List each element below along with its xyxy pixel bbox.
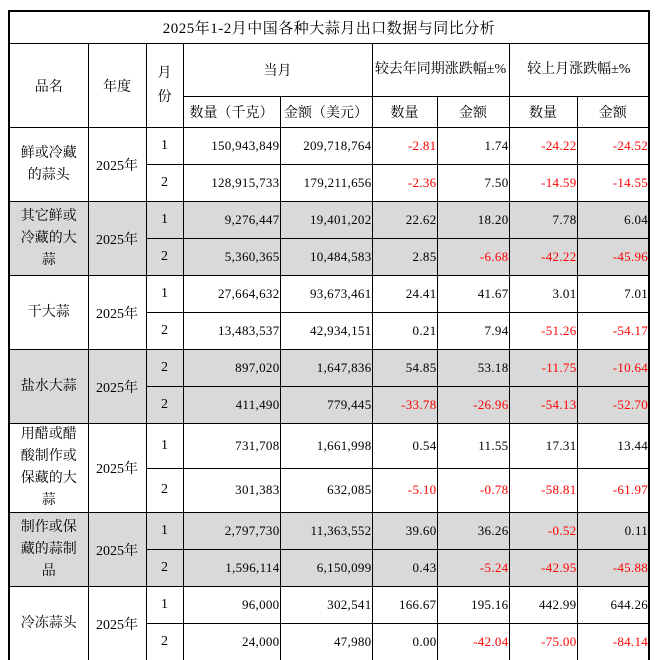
yoy-amt-cell: -0.78	[437, 468, 509, 513]
qty-kg-cell: 411,490	[183, 387, 280, 424]
col-header-mom-amt: 金额	[577, 97, 649, 128]
product-name: 盐水大蒜	[20, 378, 77, 394]
amt-usd-cell: 42,934,151	[280, 313, 372, 350]
yoy-amt-cell: 195.16	[437, 587, 509, 624]
product-name: 其它鲜或冷藏的大蒜	[20, 208, 77, 268]
yoy-amt-cell: 1.74	[437, 128, 509, 165]
year-cell: 2025年	[88, 350, 146, 424]
header-row-1	[9, 44, 649, 97]
amt-usd-cell: 302,541	[280, 587, 372, 624]
qty-kg-cell: 24,000	[183, 624, 280, 660]
table-row	[9, 202, 649, 239]
col-header-month-label: 月份	[157, 65, 172, 105]
month-cell: 2	[146, 239, 183, 276]
col-header-mom: 较上月涨跌幅±%	[509, 44, 649, 97]
yoy-qty-cell: 24.41	[372, 276, 437, 313]
month-cell: 2	[146, 550, 183, 587]
month-cell: 2	[146, 350, 183, 387]
yoy-amt-cell: 11.55	[437, 424, 509, 469]
mom-qty-cell: -24.22	[509, 128, 577, 165]
product-name-cell	[9, 128, 88, 202]
mom-amt-cell: -45.88	[577, 550, 649, 587]
yoy-qty-cell: 2.85	[372, 239, 437, 276]
col-header-current-month: 当月	[183, 44, 372, 97]
yoy-qty-cell: -33.78	[372, 387, 437, 424]
year-cell: 2025年	[88, 587, 146, 660]
table-row	[9, 513, 649, 550]
qty-kg-cell: 150,943,849	[183, 128, 280, 165]
amt-usd-cell: 179,211,656	[280, 165, 372, 202]
amt-usd-cell: 779,445	[280, 387, 372, 424]
qty-kg-cell: 96,000	[183, 587, 280, 624]
mom-amt-cell: 6.04	[577, 202, 649, 239]
amt-usd-cell: 11,363,552	[280, 513, 372, 550]
col-header-amt-usd: 金额（美元）	[280, 97, 372, 128]
year-cell: 2025年	[88, 424, 146, 513]
mom-amt-cell: -24.52	[577, 128, 649, 165]
mom-qty-cell: -11.75	[509, 350, 577, 387]
month-cell: 2	[146, 387, 183, 424]
month-cell: 1	[146, 513, 183, 550]
qty-kg-cell: 1,596,114	[183, 550, 280, 587]
col-header-mom-qty: 数量	[509, 97, 577, 128]
mom-qty-cell: -75.00	[509, 624, 577, 660]
month-cell: 1	[146, 587, 183, 624]
yoy-qty-cell: 39.60	[372, 513, 437, 550]
product-name: 干大蒜	[27, 304, 70, 320]
month-cell: 1	[146, 276, 183, 313]
title-row	[9, 11, 649, 44]
col-header-year: 年度	[88, 44, 146, 128]
table-row	[9, 587, 649, 624]
product-name-cell	[9, 424, 88, 513]
year-cell: 2025年	[88, 276, 146, 350]
mom-amt-cell: -84.14	[577, 624, 649, 660]
garlic-export-table	[8, 10, 650, 660]
mom-qty-cell: -42.95	[509, 550, 577, 587]
yoy-amt-cell: -26.96	[437, 387, 509, 424]
mom-amt-cell: -45.96	[577, 239, 649, 276]
mom-amt-cell: 644.26	[577, 587, 649, 624]
mom-qty-cell: -58.81	[509, 468, 577, 513]
mom-amt-cell: 7.01	[577, 276, 649, 313]
yoy-qty-cell: 22.62	[372, 202, 437, 239]
qty-kg-cell: 5,360,365	[183, 239, 280, 276]
mom-qty-cell: -51.26	[509, 313, 577, 350]
mom-amt-cell: -52.70	[577, 387, 649, 424]
mom-amt-cell: -10.64	[577, 350, 649, 387]
page	[0, 10, 656, 660]
month-cell: 1	[146, 128, 183, 165]
qty-kg-cell: 2,797,730	[183, 513, 280, 550]
mom-amt-cell: 13.44	[577, 424, 649, 469]
product-name: 鲜或冷藏的蒜头	[20, 145, 77, 183]
product-name: 用醋或醋酸制作或保藏的大蒜	[20, 427, 77, 508]
col-header-yoy: 较去年同期涨跌幅±%	[372, 44, 509, 97]
year-cell: 2025年	[88, 513, 146, 587]
product-name: 冷冻蒜头	[20, 615, 77, 631]
yoy-amt-cell: -42.04	[437, 624, 509, 660]
mom-qty-cell: -14.59	[509, 165, 577, 202]
yoy-qty-cell: 54.85	[372, 350, 437, 387]
product-name-cell	[9, 350, 88, 424]
yoy-qty-cell: 0.43	[372, 550, 437, 587]
yoy-qty-cell: -2.81	[372, 128, 437, 165]
product-name: 制作或保藏的蒜制品	[20, 519, 77, 579]
mom-qty-cell: 17.31	[509, 424, 577, 469]
amt-usd-cell: 632,085	[280, 468, 372, 513]
amt-usd-cell: 10,484,583	[280, 239, 372, 276]
product-name-cell	[9, 276, 88, 350]
product-name-cell	[9, 513, 88, 587]
qty-kg-cell: 9,276,447	[183, 202, 280, 239]
qty-kg-cell: 301,383	[183, 468, 280, 513]
year-cell: 2025年	[88, 202, 146, 276]
mom-qty-cell: -54.13	[509, 387, 577, 424]
yoy-amt-cell: 18.20	[437, 202, 509, 239]
amt-usd-cell: 47,980	[280, 624, 372, 660]
amt-usd-cell: 93,673,461	[280, 276, 372, 313]
qty-kg-cell: 13,483,537	[183, 313, 280, 350]
yoy-amt-cell: 7.94	[437, 313, 509, 350]
yoy-qty-cell: 0.00	[372, 624, 437, 660]
mom-amt-cell: -54.17	[577, 313, 649, 350]
table-body	[9, 128, 649, 660]
amt-usd-cell: 1,647,836	[280, 350, 372, 387]
yoy-amt-cell: 41.67	[437, 276, 509, 313]
col-header-yoy-amt: 金额	[437, 97, 509, 128]
yoy-amt-cell: 7.50	[437, 165, 509, 202]
yoy-qty-cell: 0.21	[372, 313, 437, 350]
yoy-amt-cell: -6.68	[437, 239, 509, 276]
mom-qty-cell: 3.01	[509, 276, 577, 313]
mom-amt-cell: 0.11	[577, 513, 649, 550]
yoy-qty-cell: 166.67	[372, 587, 437, 624]
table-header	[9, 11, 649, 128]
amt-usd-cell: 19,401,202	[280, 202, 372, 239]
yoy-amt-cell: 53.18	[437, 350, 509, 387]
qty-kg-cell: 897,020	[183, 350, 280, 387]
yoy-qty-cell: -5.10	[372, 468, 437, 513]
yoy-amt-cell: -5.24	[437, 550, 509, 587]
month-cell: 2	[146, 624, 183, 660]
mom-amt-cell: -14.55	[577, 165, 649, 202]
col-header-product: 品名	[9, 44, 88, 128]
qty-kg-cell: 27,664,632	[183, 276, 280, 313]
amt-usd-cell: 209,718,764	[280, 128, 372, 165]
qty-kg-cell: 731,708	[183, 424, 280, 469]
amt-usd-cell: 6,150,099	[280, 550, 372, 587]
month-cell: 2	[146, 468, 183, 513]
col-header-month	[146, 44, 183, 128]
table-title: 2025年1-2月中国各种大蒜月出口数据与同比分析	[9, 11, 649, 44]
amt-usd-cell: 1,661,998	[280, 424, 372, 469]
table-row	[9, 424, 649, 469]
year-cell: 2025年	[88, 128, 146, 202]
table-row	[9, 276, 649, 313]
col-header-qty-kg: 数量（千克）	[183, 97, 280, 128]
table-row	[9, 350, 649, 387]
mom-qty-cell: 442.99	[509, 587, 577, 624]
qty-kg-cell: 128,915,733	[183, 165, 280, 202]
mom-amt-cell: -61.97	[577, 468, 649, 513]
mom-qty-cell: -0.52	[509, 513, 577, 550]
col-header-yoy-qty: 数量	[372, 97, 437, 128]
yoy-amt-cell: 36.26	[437, 513, 509, 550]
table-row	[9, 128, 649, 165]
yoy-qty-cell: 0.54	[372, 424, 437, 469]
month-cell: 2	[146, 165, 183, 202]
yoy-qty-cell: -2.36	[372, 165, 437, 202]
mom-qty-cell: -42.22	[509, 239, 577, 276]
month-cell: 2	[146, 313, 183, 350]
month-cell: 1	[146, 424, 183, 469]
month-cell: 1	[146, 202, 183, 239]
mom-qty-cell: 7.78	[509, 202, 577, 239]
product-name-cell	[9, 587, 88, 660]
product-name-cell	[9, 202, 88, 276]
